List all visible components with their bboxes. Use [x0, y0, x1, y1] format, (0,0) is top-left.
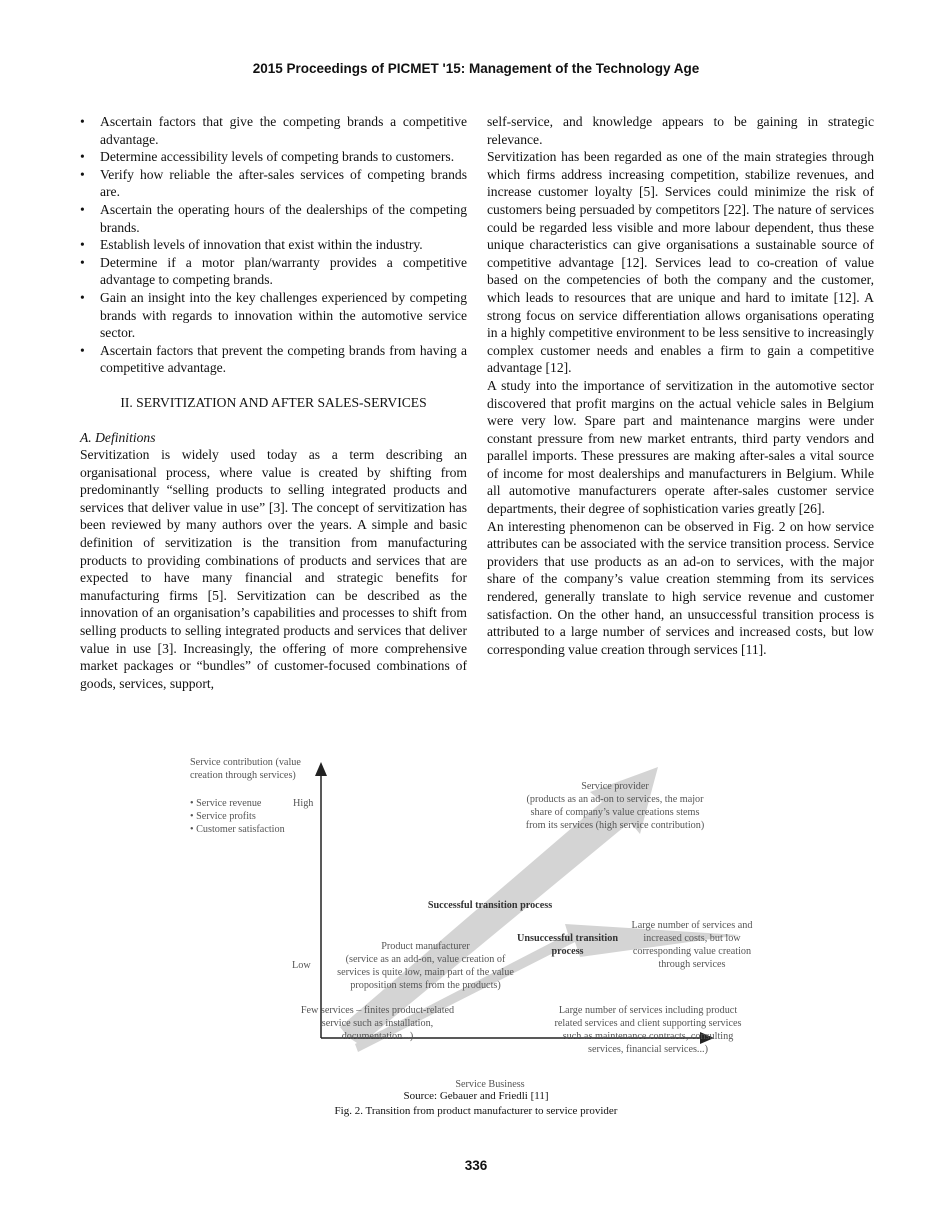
list-item: • Verify how reliable the after-sales services of competing brands are. [80, 166, 467, 201]
list-item: • Establish levels of innovation that exist within the industry. [80, 236, 467, 254]
paragraph: self-service, and knowledge appears to be gaining in strategic relevance. [487, 114, 874, 147]
y-axis-title: Service contribution (value creation through services) [190, 757, 301, 781]
product-manufacturer-label: Product manufacturer (service as an add-on, value creation of services is quite low, main part of the value proposition stems from the products) [337, 941, 514, 991]
unsuccessful-transition-label: Unsuccessful transition process [516, 933, 619, 957]
left-column [80, 113, 467, 692]
section-heading: II. SERVITIZATION AND AFTER SALES-SERVICES [120, 394, 427, 410]
objectives-list [80, 113, 467, 377]
paragraph: Servitization has been regarded as one of the main strategies through which firms address increasing competition, stabilize revenues, and increase customer loyalty [5]. Services could minimize the risk of customers being persuaded by competitors [22]. The nature of services could be regarded less visible and more labour dependent, thus these unique characteristics can give organisations a sustainable source of competitive advantage [12]. Services lead to co-creation of value based on the competencies of both the company and the customer, which leads to resources that are unique and hard to imitate [12]. A strong focus on service differentiation allows organisations operating in a highly competitive environment to be less sensitive to increasingly complex customer needs and enables a firm to gain a competitive advantage [12]. [487, 149, 874, 376]
list-item: • Ascertain factors that give the competing brands a competitive advantage. [80, 113, 467, 148]
x-axis-title: Service Business [455, 1079, 525, 1090]
list-item: • Service revenue [190, 798, 262, 809]
list-item: • Ascertain the operating hours of the dealerships of the competing brands. [80, 201, 467, 236]
y-low-label: Low [292, 960, 311, 971]
paragraph: A study into the importance of servitization in the automotive sector discovered that profit margins on the actual vehicle sales in Belgium were very low. Spare part and maintenance margins were under constant pressure from new market entrants, third party vendors and parallel imports. These pressures are making after-sales a vital source of income for most dealerships and manufacturers in Belgium. While all automotive manufacturers operate after-sales customer service departments, their degree of sophistication varies greatly [26]. [487, 377, 874, 517]
figure-2-diagram [190, 752, 790, 1097]
y-axis-items [190, 797, 290, 836]
right-column [487, 113, 874, 658]
list-item: • Determine if a motor plan/warranty provides a competitive advantage to competing brands. [80, 254, 467, 289]
list-item: • Customer satisfaction [190, 824, 285, 835]
paragraph: Servitization is widely used today as a term describing an organisational process, where value is created by shifting from predominantly “selling products to selling integrated products and services that deliver value in use” [3]. The concept of servitization has been reviewed by many authors over the years. A simple and basic definition of servitization is the transition from manufacturing products to providing combinations of products and services that are expected to have many financial and strategic benefits for manufacturing firms [5]. Servitization can be described as the innovation of an organisation’s capabilities and processes to shift from selling products to selling integrated products and services that deliver value in use [3]. Increasingly, the offering of more comprehensive market packages or “bundles” of customer-focused combinations of goods, services, support, [80, 447, 467, 691]
large-costs-label: Large number of services and increased costs, but low corresponding value creation through services [631, 920, 753, 970]
y-high-label: High [293, 798, 314, 809]
successful-transition-label: Successful transition process [427, 900, 553, 911]
service-provider-label: Service provider (products as an ad-on to services, the major share of company’s value creations stems from its services (high service contribution) [525, 781, 705, 831]
list-item: • Determine accessibility levels of competing brands to customers. [80, 148, 467, 166]
figure-source: Source: Gebauer and Friedli [11] [403, 1090, 549, 1102]
few-services-label: Few services – finites product-related service such as installation, documentation...) [300, 1005, 455, 1042]
paragraph: An interesting phenomenon can be observed in Fig. 2 on how service attributes can be associated with the service transition process. Service providers that use products as an ad-on to services, with the major share of the company’s value creation stemming from its services rendered, generally translate to high service revenue and customer satisfaction. On the other hand, an unsuccessful transition process is attributed to a large number of services and increased costs, but low corresponding value creation through services [11]. [487, 518, 874, 657]
subsection-heading: A. Definitions [80, 429, 156, 445]
many-services-label: Large number of services including product related services and client supporting services such as maintenance contracts, consulting services, financial services...) [554, 1005, 742, 1055]
list-item: • Service profits [190, 811, 256, 822]
running-header: 2015 Proceedings of PICMET '15: Management of the Technology Age [252, 61, 700, 76]
page-number: 336 [464, 1158, 488, 1173]
figure-caption: Fig. 2. Transition from product manufacturer to service provider [334, 1105, 618, 1117]
list-item: • Ascertain factors that prevent the competing brands from having a competitive advantage. [80, 342, 467, 377]
y-axis-arrowhead [315, 762, 327, 776]
list-item: • Gain an insight into the key challenges experienced by competing brands with regards to innovation within the automotive service sector. [80, 289, 467, 342]
